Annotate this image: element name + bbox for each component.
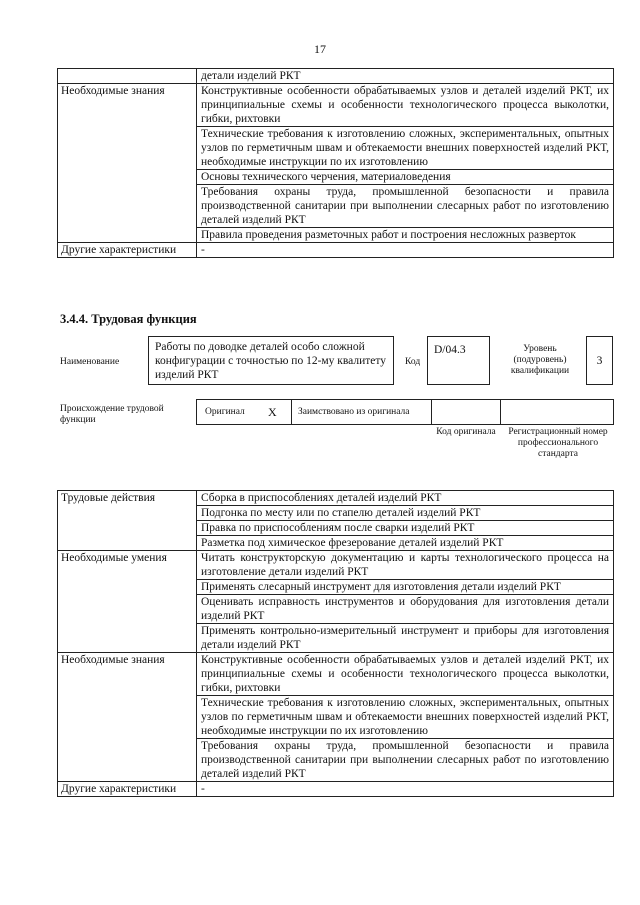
row-item: Сборка в приспособлениях деталей изделий РКТ [197,491,614,506]
row-item: Правка по приспособлениям после сварки изделий РКТ [197,521,614,536]
code-box [427,336,490,385]
code-original-label: Код оригинала [436,427,496,437]
borrowed-box [291,399,432,425]
code-original-box [431,399,501,425]
row-item: Оценивать исправность инструментов и оборудования для изготовления детали изделий РКТ [197,595,614,624]
table-row [58,491,614,506]
code-value: D/04.3 [434,344,466,356]
original-label: Оригинал [205,407,245,417]
row-label: Другие характеристики [58,243,197,258]
row-item: Применять слесарный инструмент для изготовления детали изделий РКТ [197,580,614,595]
original-box [196,399,292,425]
level-box [586,336,613,385]
row-label: Необходимые знания [58,84,197,243]
section-heading: 3.4.4. Трудовая функция [60,312,197,326]
row-item: Требования охраны труда, промышленной безопасности и правила производственной санитарии при выполнении слесарных работ по изготовлению деталей изделий РКТ [197,185,614,228]
name-label: Наименование [60,357,120,367]
table-row [58,69,614,84]
row-item: - [197,243,614,258]
row-label: Трудовые действия [58,491,197,551]
table-row [58,84,614,127]
row-item: Технические требования к изготовлению сложных, экспериментальных, опытных узлов по герметичным швам и обтекаемости внешних поверхностей изделий РКТ, необходимые инструкции по их изготовлению [197,127,614,170]
page-number: 17 [314,42,326,56]
row-item: детали изделий РКТ [197,69,614,84]
row-item: Требования охраны труда, промышленной безопасности и правила производственной санитарии при выполнении слесарных работ по изготовлению деталей изделий РКТ [197,739,614,782]
row-item: Подгонка по месту или по стапелю деталей изделий РКТ [197,506,614,521]
function-table-bottom [57,490,614,797]
knowledge-table-top [57,68,614,258]
code-label: Код [405,357,421,367]
row-item: Читать конструкторскую документацию и карты технологического процесса на изготовление детали изделий РКТ [197,551,614,580]
reg-number-box [500,399,614,425]
level-label: Уровень (подуровень) квалификации [510,344,570,376]
borrowed-label: Заимствовано из оригинала [298,407,410,417]
row-item: Конструктивные особенности обрабатываемых узлов и деталей изделий РКТ, их принципиальные схемы и особенности технологического процесса выколотки, гибки, рихтовки [197,84,614,127]
row-label: Необходимые знания [58,653,197,782]
reg-number-label: Регистрационный номер профессионального стандарта [508,427,608,459]
row-label: Другие характеристики [58,782,197,797]
row-item: - [197,782,614,797]
original-mark: X [268,405,277,419]
row-item: Конструктивные особенности обрабатываемых узлов и деталей изделий РКТ, их принципиальные схемы и особенности технологического процесса выколотки, гибки, рихтовки [197,653,614,696]
row-item: Правила проведения разметочных работ и построения несложных разверток [197,228,614,243]
table-row [58,243,614,258]
table-row [58,653,614,696]
row-label [58,69,197,84]
function-name-box [148,336,394,385]
row-item: Основы технического черчения, материаловедения [197,170,614,185]
origin-label: Происхождение трудовой функции [60,404,164,425]
row-item: Технические требования к изготовлению сложных, экспериментальных, опытных узлов по герметичным швам и обтекаемости внешних поверхностей изделий РКТ, необходимые инструкции по их изготовлению [197,696,614,739]
row-item: Применять контрольно-измерительный инструмент и приборы для изготовления детали изделий РКТ [197,624,614,653]
function-name-value: Работы по доводке деталей особо сложной конфигурации с точностью по 12-му квалитету изделий РКТ [155,341,387,381]
row-label: Необходимые умения [58,551,197,653]
row-item: Разметка под химическое фрезерование деталей изделий РКТ [197,536,614,551]
table-row [58,551,614,580]
level-value: 3 [596,355,603,367]
table-row [58,782,614,797]
